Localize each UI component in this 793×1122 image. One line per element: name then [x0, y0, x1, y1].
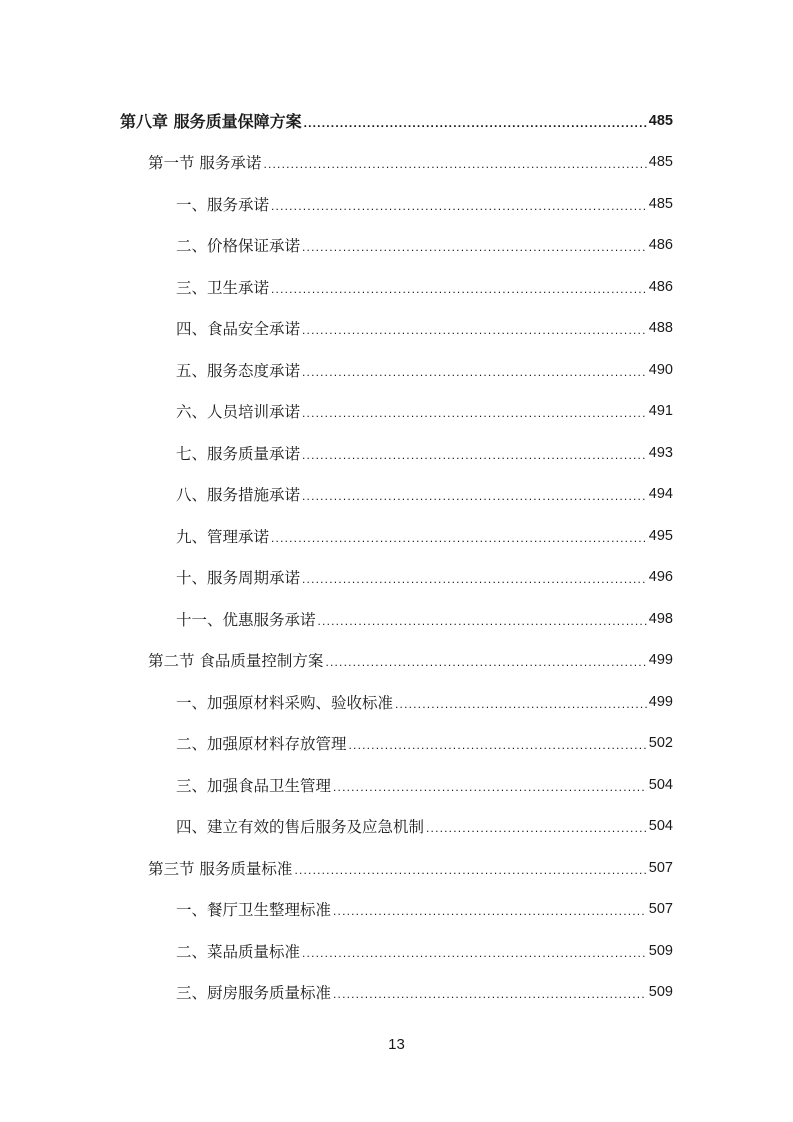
toc-entry-label: 四、食品安全承诺	[176, 320, 301, 339]
toc-entry-label: 十、服务周期承诺	[176, 569, 301, 588]
page-number: 13	[388, 1036, 405, 1053]
toc-entry-label: 七、服务质量承诺	[176, 444, 301, 463]
toc-dot-leader	[349, 738, 647, 752]
toc-entry-page: 495	[648, 527, 673, 544]
toc-entry-page: 509	[648, 984, 673, 1001]
toc-entry-page: 493	[648, 444, 673, 461]
toc-entry-label: 三、加强食品卫生管理	[176, 776, 332, 795]
toc-dot-leader	[333, 780, 647, 794]
toc-dot-leader	[271, 282, 647, 296]
toc-entry-item[interactable]	[0, 598, 673, 640]
toc-dot-leader	[302, 406, 647, 420]
toc-entry-page: 499	[648, 652, 673, 669]
toc-dot-leader	[302, 946, 647, 960]
toc-entry-item[interactable]	[0, 308, 673, 350]
table-of-contents	[0, 100, 793, 1013]
toc-entry-item[interactable]	[0, 432, 673, 474]
toc-entry-item[interactable]	[0, 225, 673, 267]
toc-dot-leader	[302, 448, 647, 462]
toc-entry-page: 486	[648, 278, 673, 295]
toc-entry-item[interactable]	[0, 266, 673, 308]
toc-dot-leader	[333, 987, 647, 1001]
toc-entry-label: 二、价格保证承诺	[176, 237, 301, 256]
toc-entry-label: 九、管理承诺	[176, 527, 270, 546]
toc-dot-leader	[263, 157, 646, 171]
toc-dot-leader	[304, 116, 647, 130]
toc-entry-item[interactable]	[0, 889, 673, 931]
toc-entry-page: 485	[648, 112, 673, 129]
toc-dot-leader	[302, 240, 647, 254]
toc-entry-page: 507	[648, 901, 673, 918]
toc-entry-label: 十一、优惠服务承诺	[176, 610, 316, 629]
toc-entry-chapter[interactable]	[0, 100, 673, 142]
toc-entry-label: 二、菜品质量标准	[176, 942, 301, 961]
toc-entry-section[interactable]	[0, 847, 673, 889]
toc-entry-section[interactable]	[0, 640, 673, 682]
toc-entry-label: 四、建立有效的售后服务及应急机制	[176, 818, 425, 837]
toc-entry-label: 第八章 服务质量保障方案	[120, 112, 302, 132]
toc-entry-item[interactable]	[0, 930, 673, 972]
toc-entry-page: 494	[648, 486, 673, 503]
toc-dot-leader	[302, 572, 647, 586]
toc-dot-leader	[294, 863, 646, 877]
toc-dot-leader	[302, 489, 647, 503]
toc-entry-page: 490	[648, 361, 673, 378]
toc-entry-label: 三、厨房服务质量标准	[176, 984, 332, 1003]
toc-entry-page: 507	[648, 859, 673, 876]
toc-entry-page: 485	[648, 195, 673, 212]
toc-dot-leader	[395, 697, 647, 711]
toc-entry-label: 第三节 服务质量标准	[148, 859, 293, 878]
toc-entry-label: 六、人员培训承诺	[176, 403, 301, 422]
toc-entry-item[interactable]	[0, 183, 673, 225]
toc-entry-item[interactable]	[0, 391, 673, 433]
toc-entry-label: 八、服务措施承诺	[176, 486, 301, 505]
toc-entry-page: 486	[648, 237, 673, 254]
toc-entry-page: 498	[648, 610, 673, 627]
toc-entry-page: 499	[648, 693, 673, 710]
toc-entry-item[interactable]	[0, 723, 673, 765]
toc-entry-item[interactable]	[0, 515, 673, 557]
toc-dot-leader	[318, 614, 647, 628]
toc-entry-page: 502	[648, 735, 673, 752]
toc-entry-item[interactable]	[0, 349, 673, 391]
toc-entry-page: 504	[648, 818, 673, 835]
toc-entry-page: 504	[648, 776, 673, 793]
toc-entry-section[interactable]	[0, 142, 673, 184]
toc-entry-label: 一、服务承诺	[176, 195, 270, 214]
toc-entry-label: 五、服务态度承诺	[176, 361, 301, 380]
toc-entry-item[interactable]	[0, 557, 673, 599]
toc-dot-leader	[271, 199, 647, 213]
toc-dot-leader	[302, 323, 647, 337]
toc-entry-label: 三、卫生承诺	[176, 278, 270, 297]
toc-entry-label: 一、餐厅卫生整理标准	[176, 901, 332, 920]
toc-entry-page: 509	[648, 942, 673, 959]
toc-entry-label: 第一节 服务承诺	[148, 154, 262, 173]
toc-entry-item[interactable]	[0, 806, 673, 848]
toc-dot-leader	[302, 365, 647, 379]
toc-entry-page: 485	[648, 154, 673, 171]
toc-entry-label: 第二节 食品质量控制方案	[148, 652, 324, 671]
toc-dot-leader	[426, 821, 647, 835]
toc-dot-leader	[271, 531, 647, 545]
toc-entry-page: 491	[648, 403, 673, 420]
toc-dot-leader	[325, 655, 646, 669]
toc-entry-item[interactable]	[0, 681, 673, 723]
toc-entry-label: 一、加强原材料采购、验收标准	[176, 693, 394, 712]
toc-entry-item[interactable]	[0, 474, 673, 516]
toc-entry-item[interactable]	[0, 972, 673, 1014]
toc-entry-page: 488	[648, 320, 673, 337]
toc-entry-label: 二、加强原材料存放管理	[176, 735, 347, 754]
toc-dot-leader	[333, 904, 647, 918]
toc-entry-page: 496	[648, 569, 673, 586]
toc-entry-item[interactable]	[0, 764, 673, 806]
